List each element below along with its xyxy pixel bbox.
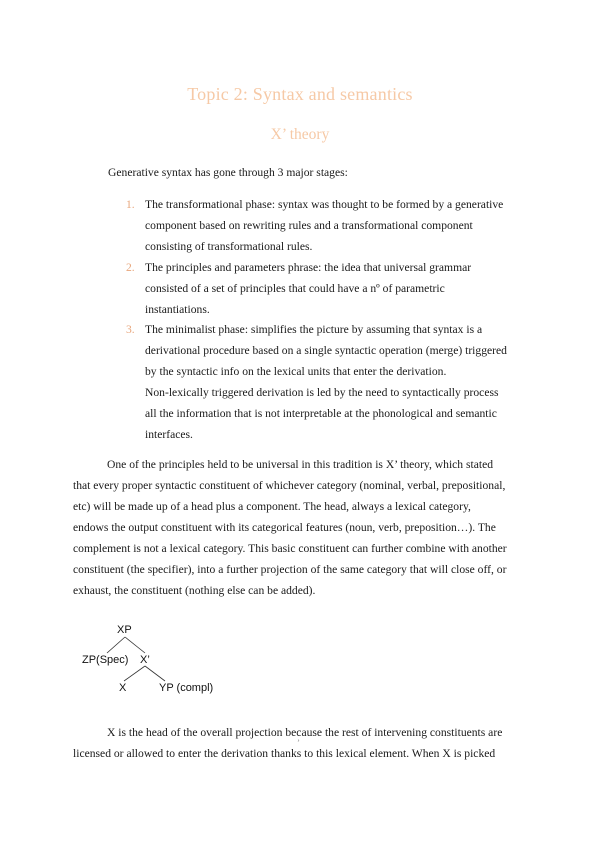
list-item-text: The minimalist phase: simplifies the picture by assuming that syntax is a derivational procedure based on a single syntactic operation (merge) triggered by the syntactic info on the lexical units that enter the derivation. Non-lexically triggered derivation is led by the need to syntactically process all the information that is not interpretable at the phonological and semantic interfaces. (145, 323, 507, 441)
section-subtitle: X’ theory (270, 126, 330, 143)
tree-branch (145, 666, 165, 681)
list-number: 2. (126, 261, 135, 274)
tree-node-xbar: X’ (140, 654, 150, 666)
list-item-text: The principles and parameters phrase: the idea that universal grammar consisted of a set of principles that could have a nº of parametric instantiations. (145, 261, 472, 316)
list-number: 3. (126, 323, 135, 336)
page-mark: ’ (297, 738, 300, 748)
list-item-text: The transformational phase: syntax was thought to be formed by a generative component based on rewriting rules and a transformational component consisting of transformational rules. (145, 198, 504, 253)
list-number: 1. (126, 198, 135, 211)
tree-node-root: XP (117, 624, 132, 636)
tree-branch (124, 666, 145, 681)
tree-node-spec: ZP(Spec) (82, 654, 129, 666)
tree-branch (107, 637, 125, 653)
document-title: Topic 2: Syntax and semantics (187, 84, 413, 104)
body-paragraph: X is the head of the overall projection because the rest of intervening constituents are licensed or allowed to enter the derivation thanks to this lexical element. When X is picked (73, 726, 503, 760)
body-paragraph: One of the principles held to be universal in this tradition is X’ theory, which stated that every proper syntactic constituent of whichever category (nominal, verbal, prepositional, etc) will be made up of a head plus a component. The head, always a lexical category, endows the output constituent with its categorical features (noun, verb, preposition…). The complement is not a lexical category. This basic constituent can further combine with another constituent (the specifier), into a further projection of the same category that will close off, or exhaust, the constituent (nothing else can be added). (73, 458, 507, 597)
tree-node-complement: YP (compl) (159, 682, 214, 694)
intro-text: Generative syntax has gone through 3 major stages: (108, 166, 348, 179)
tree-branch (125, 637, 145, 653)
tree-node-head: X (119, 682, 127, 694)
